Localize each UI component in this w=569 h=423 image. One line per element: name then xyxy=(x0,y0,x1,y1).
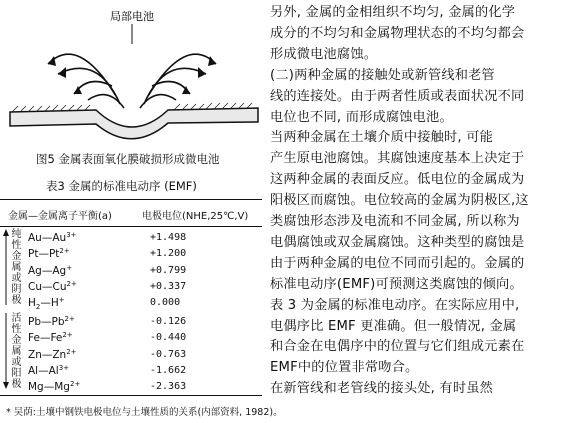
text-line: 表 3 为金属的标准电动序。在实际应用中, xyxy=(270,297,520,313)
active-metal-label: 活 性 金 属 或 阳 极 xyxy=(11,313,22,390)
electrode-potential: 0.000 xyxy=(150,297,181,308)
redox-couple: $Al—Al^{3+}$ xyxy=(28,364,70,377)
footnote: * 吴荫:土壤中钢铁电极电位与土壤性质的关系(内部资料, 1982)。 xyxy=(6,407,283,418)
electrode-potential: +0.799 xyxy=(150,265,187,276)
redox-couple: $Pt—Pt^{2+}$ xyxy=(28,247,70,260)
text-line: 成分的不均匀和金属物理状态的不均匀都会 xyxy=(270,25,525,41)
table-row xyxy=(0,365,262,381)
electrode-potential: -1.662 xyxy=(150,365,187,376)
text-line: 电偶腐蚀或双金属腐蚀。这种类型的腐蚀是 xyxy=(270,234,525,250)
column-header-couple: 金属—金属离子平衡(a) xyxy=(8,211,112,222)
redox-couple: $Zn—Zn^{2+}$ xyxy=(28,348,77,361)
text-line: 由于两种金属的电位不同而引起的。金属的 xyxy=(270,255,525,271)
table-row xyxy=(0,316,262,332)
electrode-potential: -2.363 xyxy=(150,381,187,392)
noble-metal-label: 纯 性 金 属 或 阴 极 xyxy=(11,229,22,306)
arrowheads xyxy=(48,56,216,94)
metal-surface xyxy=(10,108,258,139)
redox-couple: $Au—Au^{3+}$ xyxy=(28,231,77,244)
text-line: 阳极区而腐蚀。电位较高的金属为阴极区,这 xyxy=(270,193,529,209)
diagram-label: 局部电池 xyxy=(110,10,154,23)
table-caption: 表3 金属的标准电动序 (EMF) xyxy=(46,179,197,193)
text-line: 类腐蚀形态涉及电流和不同金属, 所以称为 xyxy=(270,214,520,229)
figure-caption: 图5 金属表面氧化膜破损形成微电池 xyxy=(36,152,220,166)
text-line: 另外, 金属的金相组织不均匀, 金属的化学 xyxy=(270,5,516,20)
text-line: 和合金在电偶序中的位置与它们组成元素在 xyxy=(270,339,525,355)
table-row xyxy=(0,265,262,281)
text-line: 标准电动序(EMF)可预测这类腐蚀的倾向。 xyxy=(270,276,523,292)
redox-couple: $Fe—Fe^{2+}$ xyxy=(28,331,73,344)
text-line: EMF中的位置非常吻合。 xyxy=(270,360,419,376)
text-line: 当两种金属在土壤介质中接触时, 可能 xyxy=(270,130,493,146)
table-row xyxy=(0,297,262,313)
text-line: 电位也不同, 而形成腐蚀电池。 xyxy=(270,109,453,125)
electrode-potential: +0.337 xyxy=(150,281,187,292)
table-row xyxy=(0,381,262,397)
redox-couple: Ag—Ag+ xyxy=(28,264,73,277)
electrode-potential: -0.440 xyxy=(150,332,187,343)
electrode-potential: -0.126 xyxy=(150,316,187,327)
text-line: 形成微电池腐蚀。 xyxy=(270,46,378,62)
table-row xyxy=(0,332,262,348)
table-row xyxy=(0,281,262,297)
text-line: (二)两种金属的接触处或新管线和老管 xyxy=(270,67,495,83)
text-line: 电偶序比 EMF 更准确。但一般情况, 金属 xyxy=(270,318,517,334)
text-line: 产生原电池腐蚀。其腐蚀速度基本上决定于 xyxy=(270,151,525,167)
micro-cell-diagram xyxy=(8,4,260,162)
text-line: 线的连接处。由于两者性质或表面状况不同 xyxy=(270,88,525,104)
column-header-potential: 电极电位(NHE,25℃,V) xyxy=(142,211,249,222)
redox-couple: $H_2—H^+$ xyxy=(28,296,65,312)
electrode-potential: +1.200 xyxy=(150,248,187,259)
text-line: 这两种金属的表面反应。低电位的金属成为 xyxy=(270,172,525,188)
current-flow-arrows xyxy=(48,54,216,108)
table-top-rule xyxy=(0,199,262,200)
redox-couple: $Mg—Mg^{2+}$ xyxy=(28,380,81,393)
electrode-potential: +1.498 xyxy=(150,232,187,243)
table-row xyxy=(0,248,262,264)
redox-couple: $Pb—Pb^{2+}$ xyxy=(28,315,75,328)
redox-couple: $Cu—Cu^{2+}$ xyxy=(28,280,77,293)
table-header-rule xyxy=(0,226,262,227)
electrode-potential: -0.763 xyxy=(150,349,187,360)
table-row xyxy=(0,349,262,365)
table-row xyxy=(0,232,262,248)
text-line: 在新管线和老管线的接头处, 有时虽然 xyxy=(270,381,493,397)
